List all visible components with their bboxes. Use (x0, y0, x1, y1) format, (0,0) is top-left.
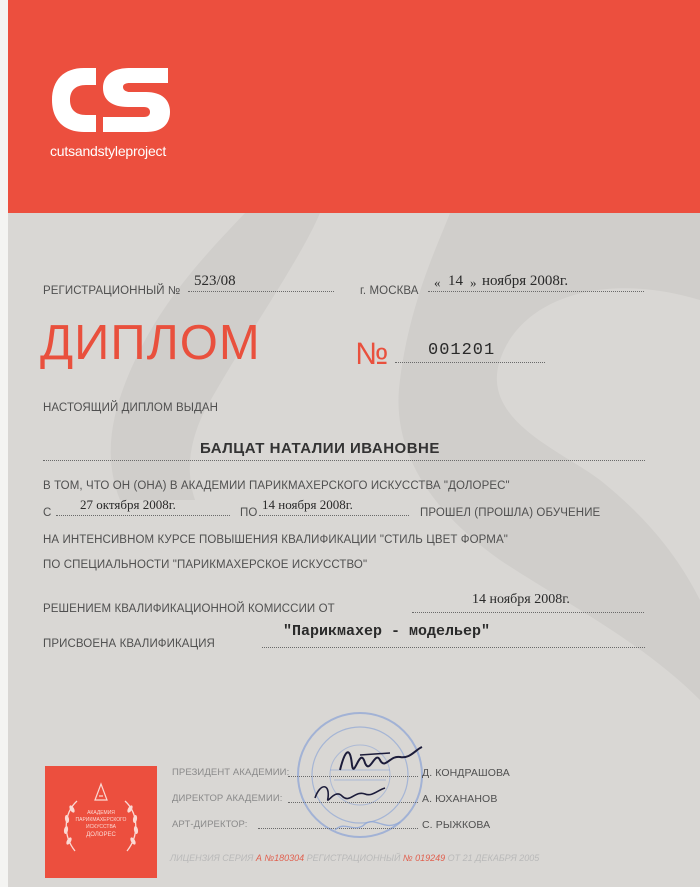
commission-label: РЕШЕНИЕМ КВАЛИФИКАЦИОННОЙ КОМИССИИ ОТ (43, 603, 335, 615)
emblem-text-3: ИСКУССТВА (86, 824, 116, 830)
emblem-text-1: АКАДЕМИЯ (87, 810, 115, 816)
cs-logo (48, 60, 178, 140)
signatory-role-2: ДИРЕКТОР АКАДЕМИИ: (172, 793, 283, 804)
qualification-underline (262, 647, 645, 648)
signature-director (310, 778, 390, 808)
date-day: 14 (448, 273, 463, 289)
signatory-name-1: Д. КОНДРАШОВА (422, 767, 510, 779)
signatory-role-3: АРТ-ДИРЕКТОР: (172, 819, 248, 830)
period-to-value: 14 ноября 2008г. (262, 497, 353, 512)
laurel-icon (45, 766, 157, 878)
signature-art-director (330, 812, 410, 838)
date-quote-close: » (470, 275, 477, 290)
course-text: НА ИНТЕНСИВНОМ КУРСЕ ПОВЫШЕНИЯ КВАЛИФИКАЦИИ "СТИЛЬ ЦВЕТ ФОРМА" (43, 534, 508, 546)
academy-text: В ТОМ, ЧТО ОН (ОНА) В АКАДЕМИИ ПАРИКМАХЕРСКОГО ИСКУССТВА "ДОЛОРЕС" (43, 480, 510, 492)
scan-edge (0, 0, 8, 887)
period-from-label: С (43, 507, 52, 519)
signatory-role-1: ПРЕЗИДЕНТ АКАДЕМИИ: (172, 767, 290, 778)
date-month-year: ноября 2008г. (482, 273, 569, 289)
number-underline (395, 362, 545, 363)
diploma-title: ДИПЛОМ (40, 316, 261, 370)
license-text-2: РЕГИСТРАЦИОННЫЙ (304, 853, 403, 863)
emblem-text-4: ДОЛОРЕС (86, 832, 116, 838)
period-to-label: ПО (240, 507, 258, 519)
period-from-value: 27 октября 2008г. (80, 497, 176, 512)
commission-underline (412, 612, 644, 613)
license-text-1: ЛИЦЕНЗИЯ СЕРИЯ (170, 853, 256, 863)
city-label: г. МОСКВА (360, 285, 419, 297)
date-underline (428, 291, 644, 292)
diploma-number: 001201 (428, 341, 496, 360)
signatory-name-3: С. РЫЖКОВА (422, 819, 491, 831)
emblem-text-2: ПАРИКМАХЕРСКОГО (75, 817, 127, 823)
date-quote-open: « (434, 275, 441, 290)
number-sign: № (355, 336, 389, 371)
signatory-name-2: А. ЮХАНАНОВ (422, 793, 498, 805)
academy-emblem (45, 766, 157, 878)
name-underline (43, 460, 645, 461)
license-line (170, 853, 539, 863)
period-to-underline (259, 515, 409, 516)
license-text-3: ОТ 21 ДЕКАБРЯ 2005 (445, 853, 540, 863)
registration-underline (188, 291, 334, 292)
issued-label: НАСТОЯЩИЙ ДИПЛОМ ВЫДАН (43, 402, 219, 414)
registration-number: 523/08 (194, 273, 236, 289)
qualification-label: ПРИСВОЕНА КВАЛИФИКАЦИЯ (43, 638, 215, 650)
commission-date: 14 ноября 2008г. (472, 592, 570, 607)
license-series: А №180304 (255, 853, 305, 863)
specialty-text: ПО СПЕЦИАЛЬНОСТИ "ПАРИКМАХЕРСКОЕ ИСКУССТВО" (43, 559, 368, 571)
period-from-underline (56, 515, 230, 516)
qualification-value: "Парикмахер - модельер" (283, 623, 491, 640)
logo-subtitle: cutsandstyleproject (50, 143, 167, 159)
completed-text: ПРОШЕЛ (ПРОШЛА) ОБУЧЕНИЕ (420, 507, 601, 519)
registration-label: РЕГИСТРАЦИОННЫЙ № (43, 285, 181, 297)
recipient-name: БАЛЦАТ НАТАЛИИ ИВАНОВНЕ (200, 440, 440, 457)
license-reg-number: № 019249 (402, 853, 446, 863)
